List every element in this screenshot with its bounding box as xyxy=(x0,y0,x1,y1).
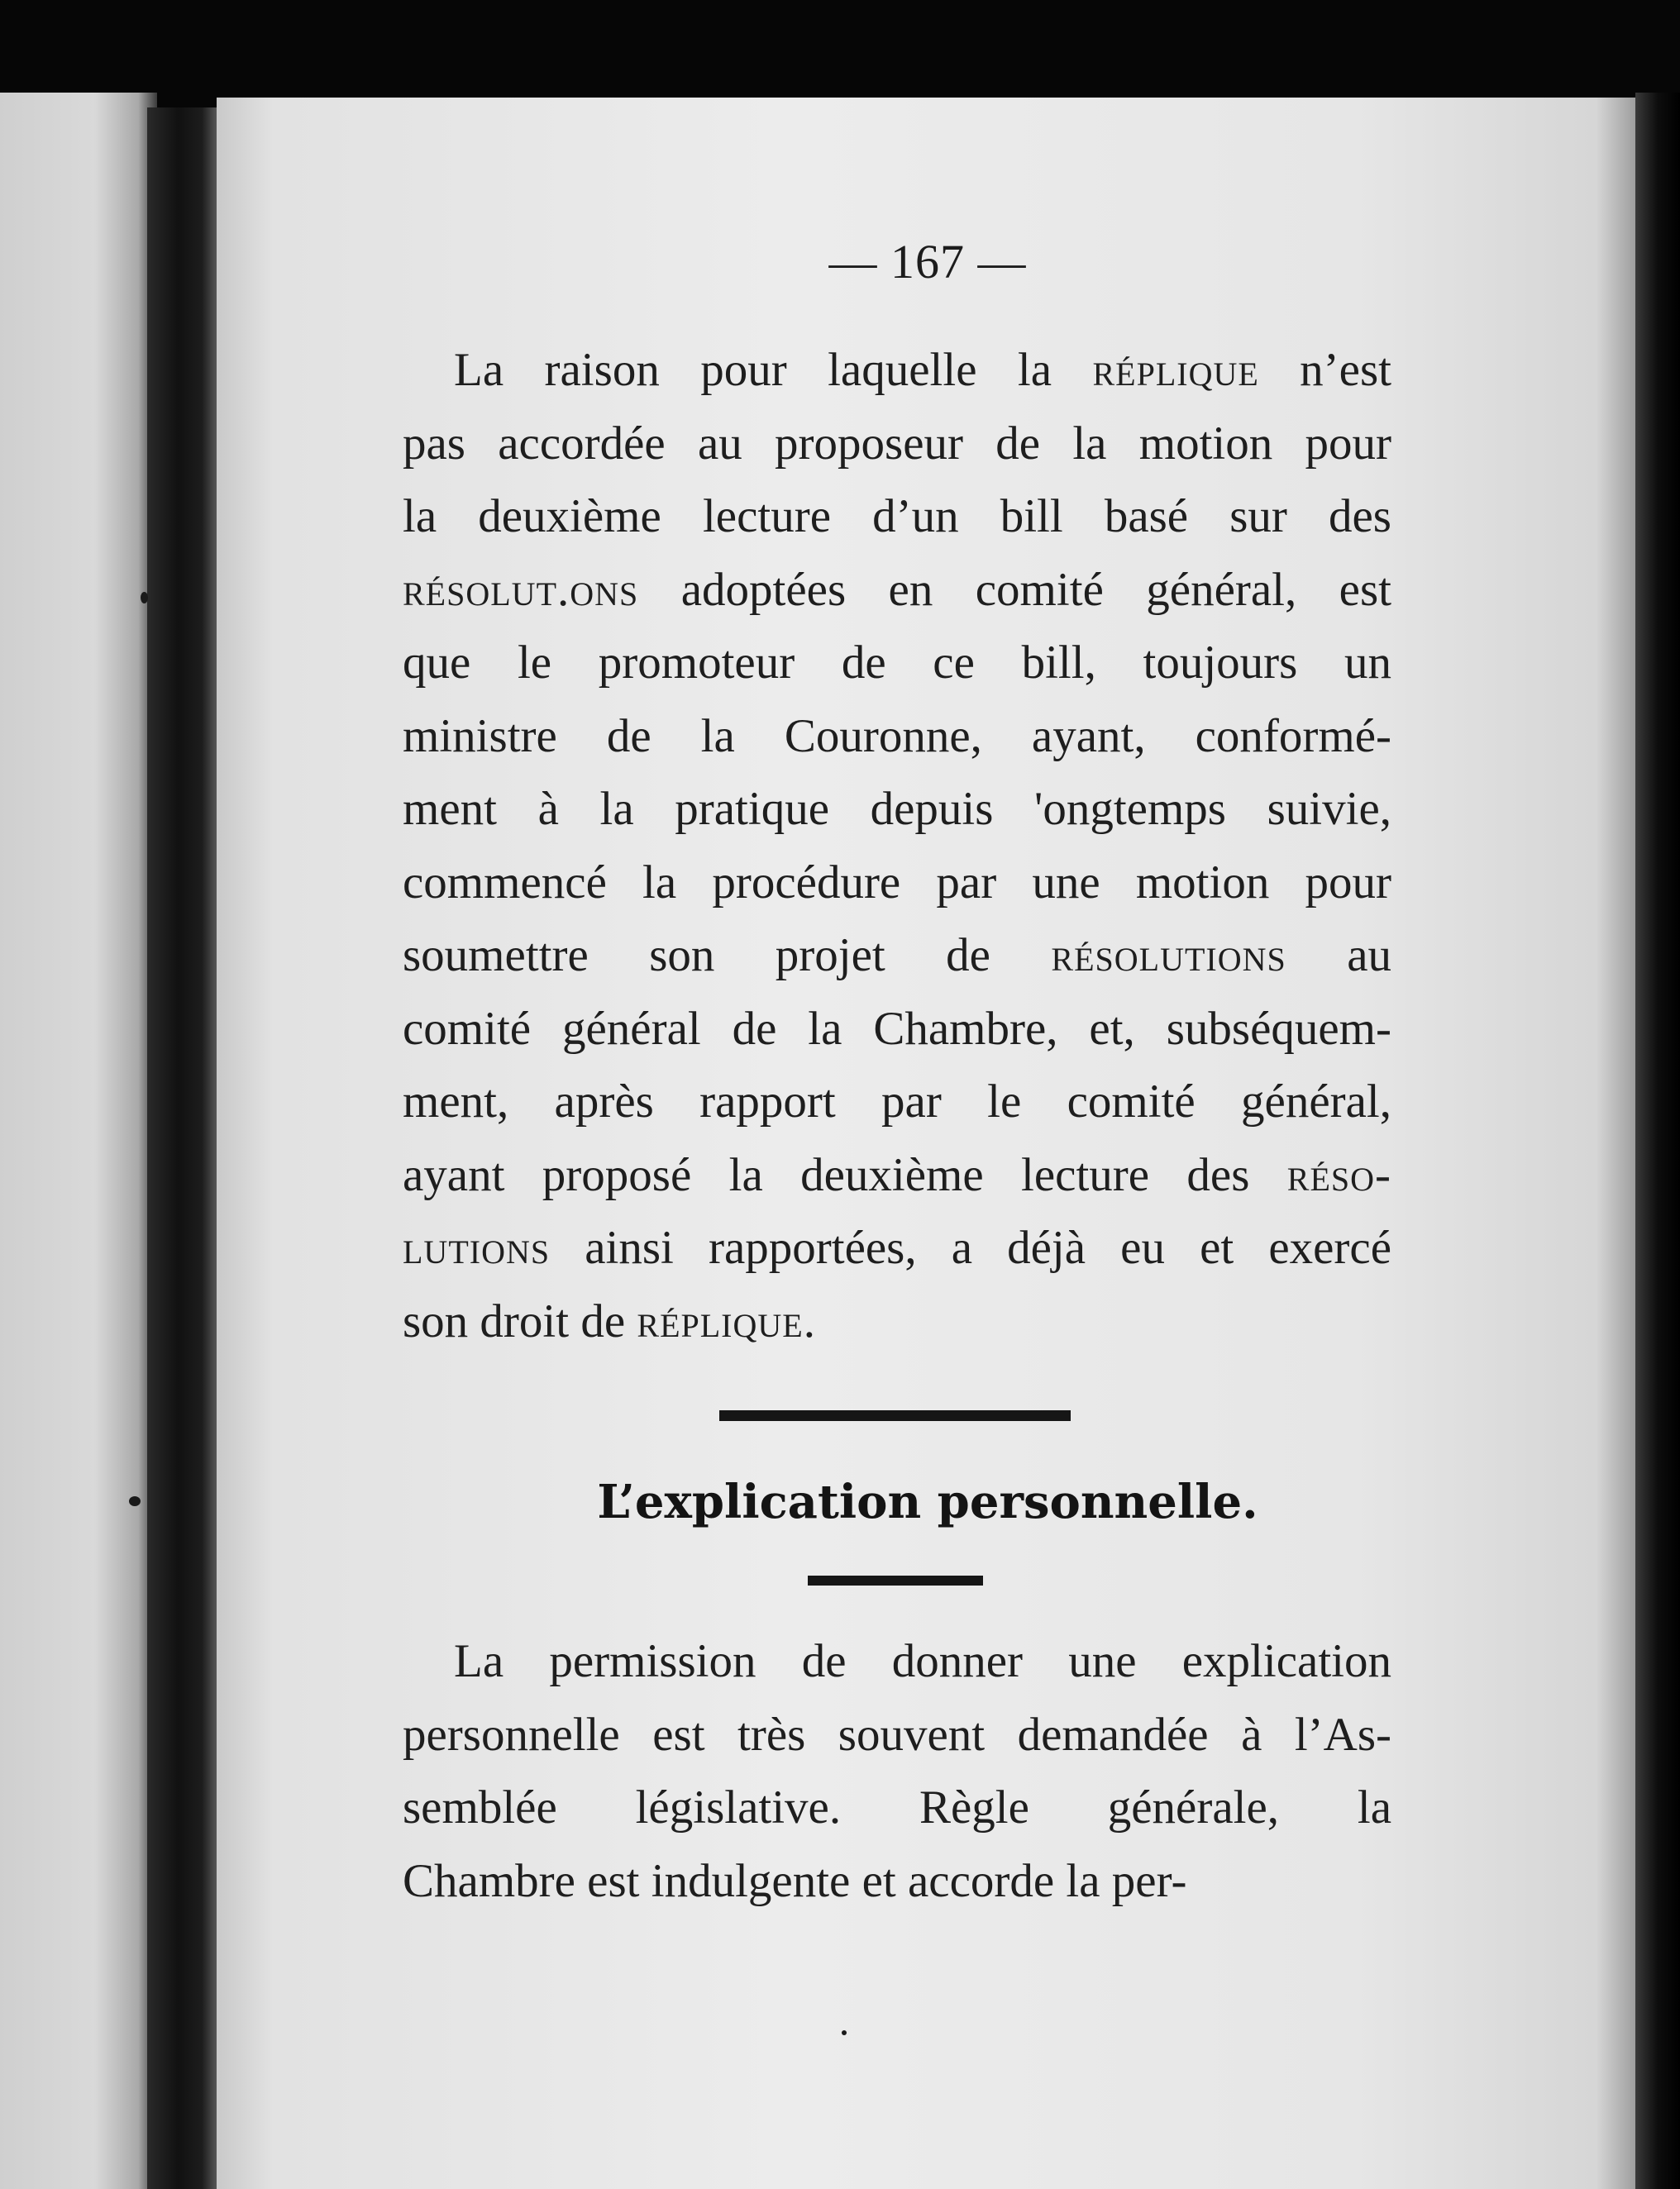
text-run: semblée législative. Règle générale, la xyxy=(403,1781,1391,1834)
text-run: ayant proposé la deuxième lecture des xyxy=(403,1148,1287,1201)
text-run: n’est xyxy=(1258,344,1391,396)
text-line xyxy=(403,627,1391,700)
text-run: pas accordée au proposeur de la motion pour xyxy=(403,417,1391,470)
text-line xyxy=(403,700,1391,774)
margin-speck xyxy=(129,1496,141,1506)
text-run: soumettre son projet de xyxy=(403,929,1052,981)
text-line xyxy=(403,847,1391,920)
heading-underline-rule xyxy=(808,1576,983,1586)
small-caps-term: réso- xyxy=(1286,1148,1391,1201)
text-run: La permission de donner une explication xyxy=(454,1635,1391,1687)
body-paragraph-personal-explanation xyxy=(403,1625,1391,1918)
text-line xyxy=(403,1066,1391,1139)
text-run: que le promoteur de ce bill, toujours un xyxy=(403,637,1391,689)
text-line xyxy=(403,1139,1391,1213)
left-page-edge xyxy=(0,93,157,2189)
margin-speck xyxy=(141,592,148,603)
section-heading: L’explication personnelle. xyxy=(597,1475,1258,1529)
text-line xyxy=(403,1699,1391,1772)
small-caps-term: lutions xyxy=(403,1222,551,1274)
small-caps-term: résolut.ons xyxy=(403,563,639,616)
book-gutter-shadow xyxy=(147,107,226,2189)
small-caps-term: réplique xyxy=(1092,344,1259,396)
text-run: Chambre est indulgente et accorde la per- xyxy=(403,1854,1187,1907)
text-run: ment, après rapport par le comité général, xyxy=(403,1075,1391,1128)
text-run: adoptées en comité général, est xyxy=(638,563,1391,616)
page-number: — 167 — xyxy=(828,235,1027,289)
text-line xyxy=(403,773,1391,847)
text-run: ainsi rapportées, a déjà eu et exercé xyxy=(550,1222,1391,1274)
text-run: . xyxy=(803,1295,815,1347)
text-run: commencé la procédure par une motion pour xyxy=(403,856,1391,909)
body-paragraph-reply xyxy=(403,334,1391,1358)
text-line xyxy=(403,1212,1391,1285)
right-page-edge xyxy=(1635,93,1680,2189)
text-line xyxy=(403,1772,1391,1845)
section-divider-rule xyxy=(719,1410,1071,1421)
text-line xyxy=(403,919,1391,993)
text-run: ministre de la Couronne, ayant, conformé- xyxy=(403,709,1391,762)
margin-speck xyxy=(842,2030,847,2035)
text-run: son droit de xyxy=(403,1295,637,1347)
small-caps-term: résolutions xyxy=(1051,929,1286,981)
text-line xyxy=(403,1625,1391,1699)
text-run: comité général de la Chambre, et, subséquem- xyxy=(403,1002,1391,1055)
text-run: La raison pour laquelle la xyxy=(454,344,1093,396)
text-run: au xyxy=(1286,929,1391,981)
text-line xyxy=(403,334,1391,408)
text-line xyxy=(403,993,1391,1066)
text-line xyxy=(403,480,1391,554)
text-line xyxy=(403,1845,1391,1919)
small-caps-term: réplique xyxy=(637,1295,804,1347)
text-run: ment à la pratique depuis 'ongtemps suivie, xyxy=(403,783,1391,835)
text-run: personnelle est très souvent demandée à l’As- xyxy=(403,1708,1391,1761)
text-line xyxy=(403,408,1391,481)
text-line xyxy=(403,1285,1391,1359)
text-line xyxy=(403,554,1391,627)
text-run: la deuxième lecture d’un bill basé sur des xyxy=(403,490,1391,542)
